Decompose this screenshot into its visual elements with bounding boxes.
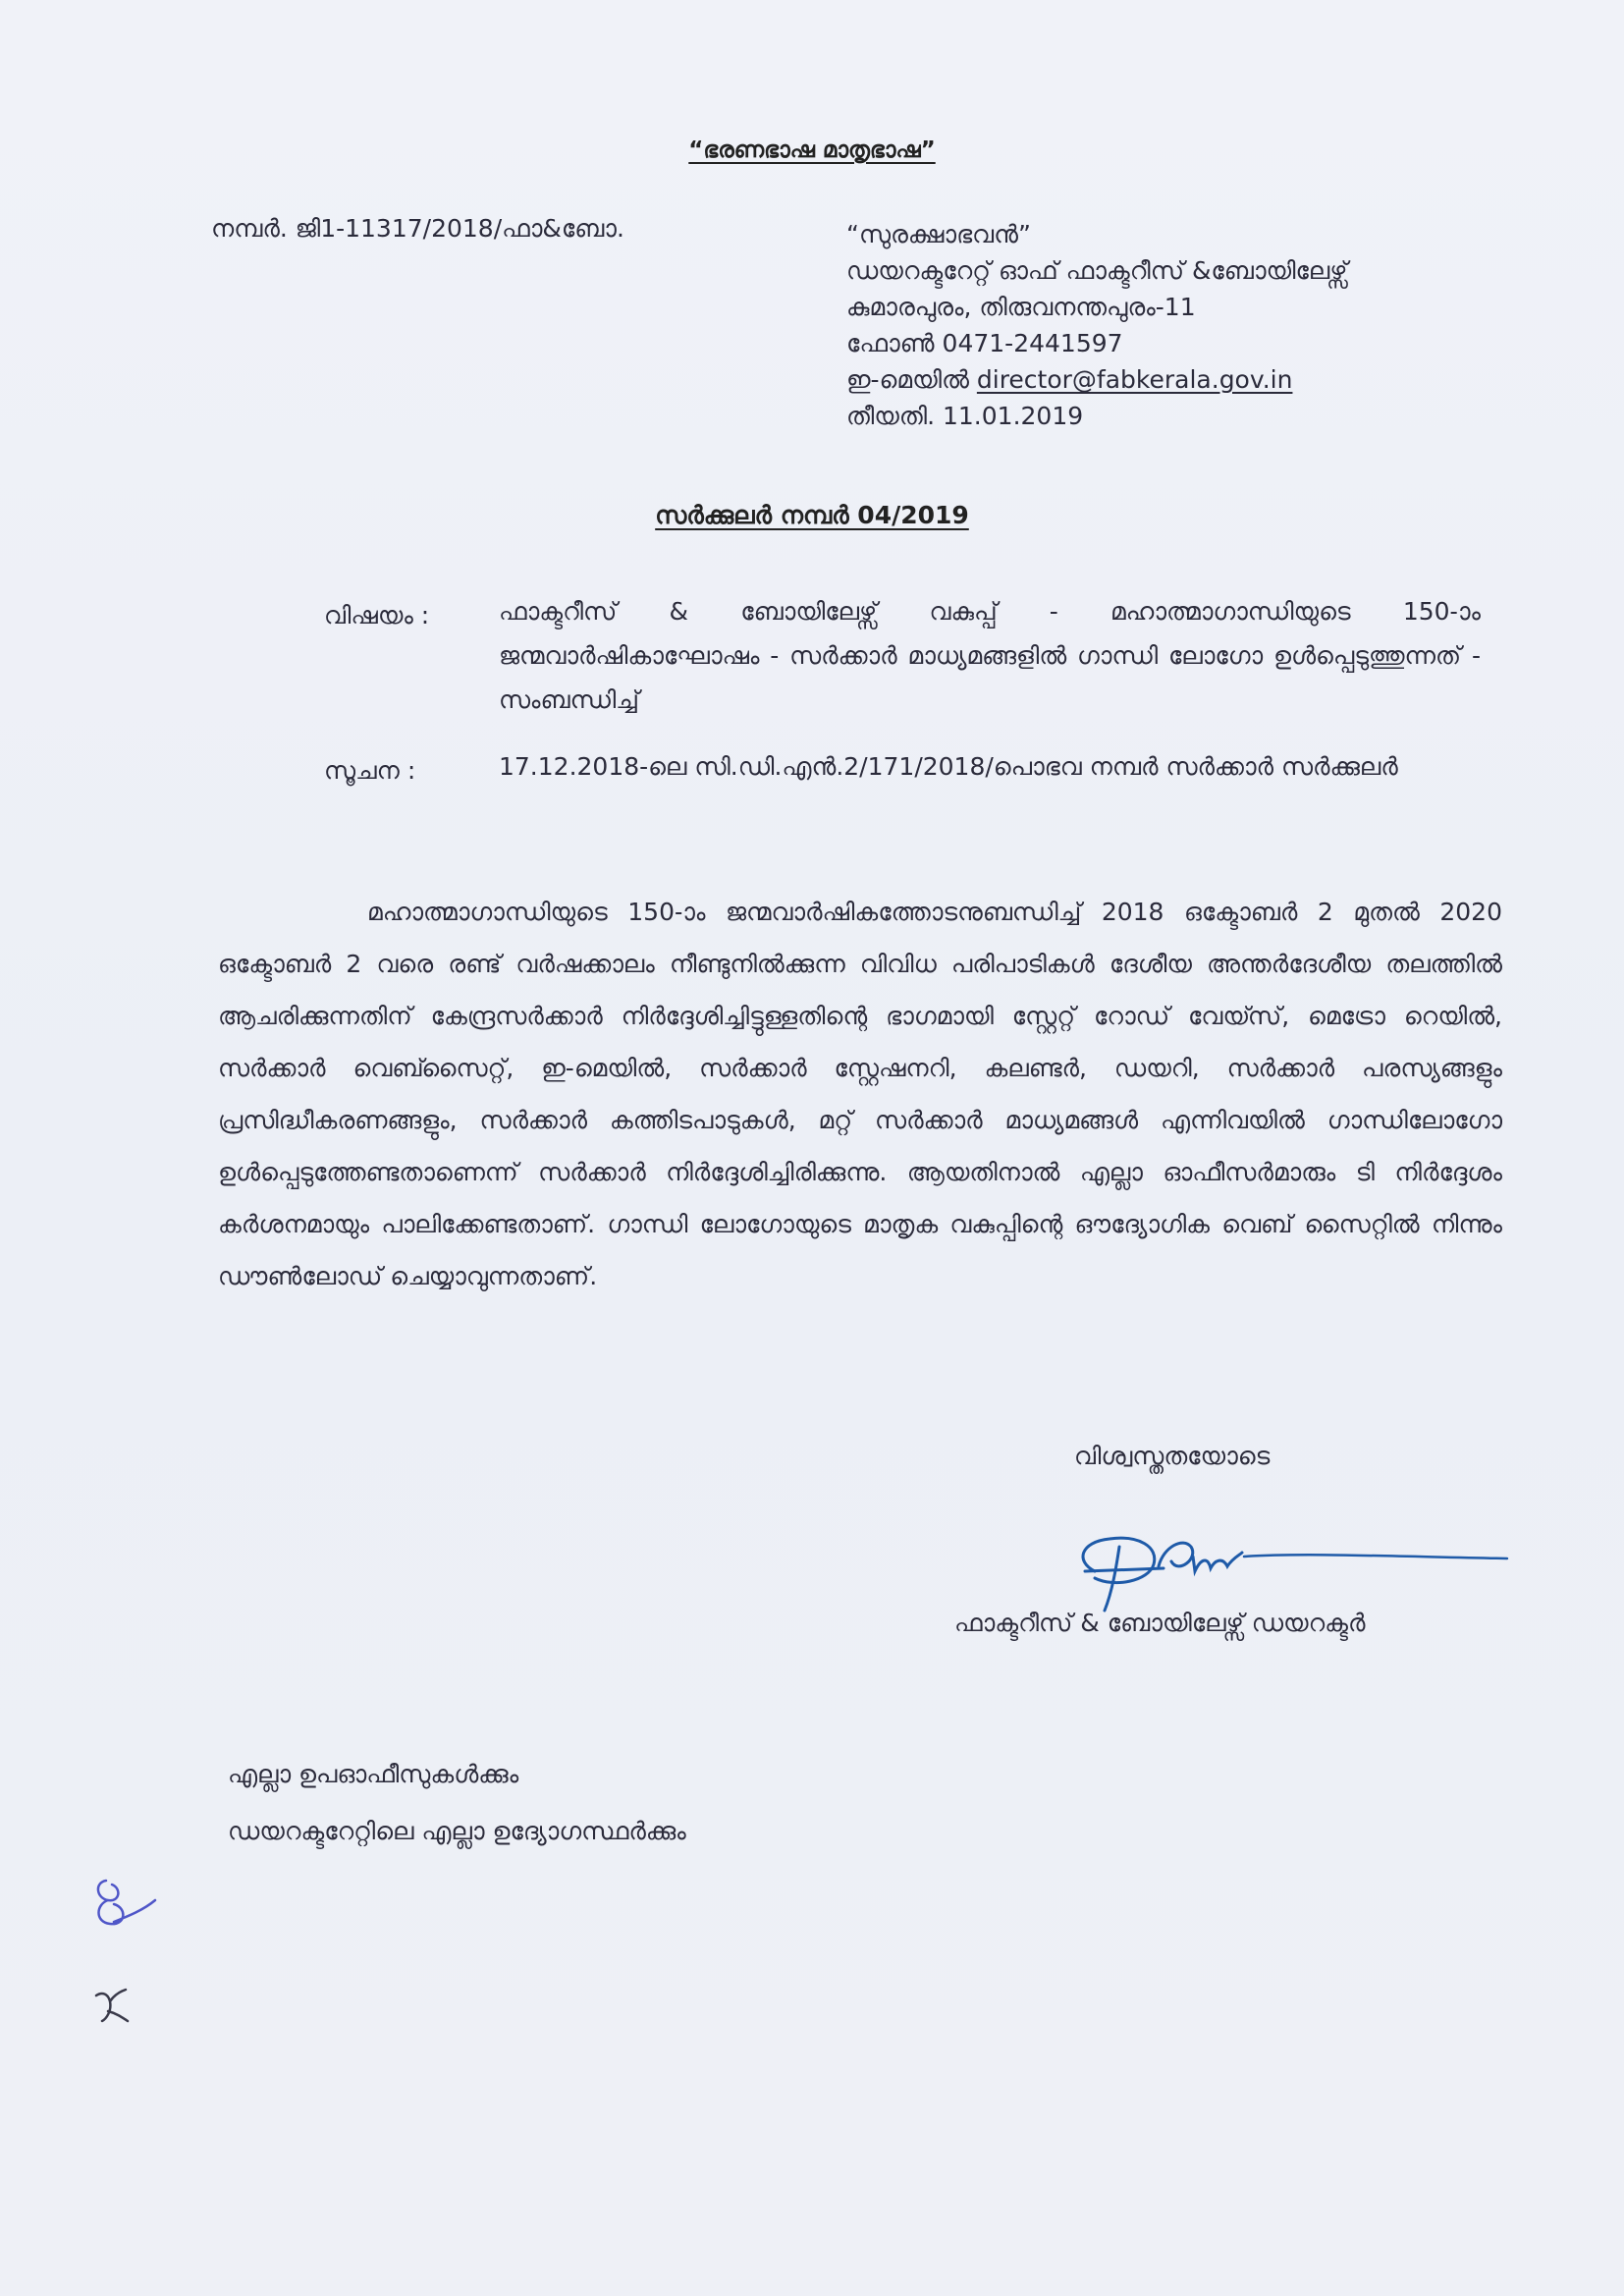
- address-office: ഡയറക്ടറേറ്റ് ഓഫ് ഫാക്ടറീസ് &ബോയിലേഴ്സ്: [846, 256, 1348, 285]
- motto-text: “ഭരണഭാഷ മാതൃഭാഷ”: [688, 137, 936, 163]
- address-email-line: [846, 361, 1534, 398]
- office-address-block: [846, 216, 1534, 434]
- reference-text: 17.12.2018-ലെ സി.ഡി.എൻ.2/171/2018/പൊഭവ നമ്പർ സർക്കാർ സർക്കുലർ: [499, 752, 1398, 781]
- body-paragraph: മഹാത്മാഗാന്ധിയുടെ 150-ാം ജന്മവാർഷികത്തോടനുബന്ധിച്ച് 2018 ഒക്ടോബർ 2 മുതൽ 2020 ഒക്ടോബർ 2 വരെ രണ്ട് വർഷക്കാലം നീണ്ടുനിൽക്കുന്ന വിവിധ പരിപാടികൾ ദേശീയ അന്തർദേശീയ തലത്തിൽ ആചരിക്കുന്നതിന് കേന്ദ്രസർക്കാർ നിർദ്ദേശിച്ചിട്ടുള്ളതിന്റെ ഭാഗമായി സ്റ്റേറ്റ് റോഡ് വേയ്സ്, മെട്രോ റെയിൽ, സർക്കാർ വെബ്സൈറ്റ്, ഇ-മെയിൽ, സർക്കാർ സ്റ്റേഷനറി, കലണ്ടർ, ഡയറി, സർക്കാർ പരസ്യങ്ങളും പ്രസിദ്ധീകരണങ്ങളും, സർക്കാർ കത്തിടപാടുകൾ, മറ്റ് സർക്കാർ മാധ്യമങ്ങൾ എന്നിവയിൽ ഗാന്ധിലോഗോ ഉൾപ്പെടുത്തേണ്ടതാണെന്ന് സർക്കാർ നിർദ്ദേശിച്ചിരിക്കുന്നു. ആയതിനാൽ എല്ലാ ഓഫീസർമാരും ടി നിർദ്ദേശം കർശനമായും പാലിക്കേണ്ടതാണ്. ഗാന്ധി ലോഗോയുടെ മാതൃക വകുപ്പിന്റെ ഔദ്യോഗിക വെബ് സൈറ്റിൽ നിന്നും ഡൗൺലോഡ് ചെയ്യാവുന്നതാണ്.: [218, 898, 1502, 1290]
- subject-label: വിഷയം :: [324, 601, 430, 629]
- address-building: “സുരക്ഷാഭവൻ”: [846, 220, 1031, 248]
- recipient-item: ഡയറക്ടറേറ്റിലെ എല്ലാ ഉദ്യോഗസ്ഥർക്കും: [228, 1817, 686, 1845]
- motto-heading: [0, 137, 1624, 163]
- handwritten-initial-mark: [84, 1871, 163, 1940]
- email-link[interactable]: director@fabkerala.gov.in: [976, 365, 1293, 394]
- address-location: കുമാരപുരം, തിരുവനന്തപുരം-11: [846, 293, 1196, 321]
- recipient-item: എല്ലാ ഉപഓഫീസുകൾക്കും: [228, 1760, 519, 1788]
- reference-label: സൂചന :: [324, 756, 416, 785]
- signatory-designation: ഫാക്ടറീസ് & ബോയിലേഴ്സ് ഡയറക്ടർ: [954, 1609, 1366, 1637]
- circular-title-text: സർക്കുലർ നമ്പർ 04/2019: [655, 501, 969, 529]
- subject-text: ഫാക്ടറീസ് & ബോയിലേഴ്സ് വകുപ്പ് - മഹാത്മാഗാന്ധിയുടെ 150-ാം ജന്മവാർഷികാഘോഷം - സർക്കാർ മാധ്യമങ്ങളിൽ ഗാന്ധി ലോഗോ ഉൾപ്പെടുത്തുന്നത് - സംബന്ധിച്ച്: [499, 597, 1481, 714]
- reference-number: നമ്പർ. ജി1-11317/2018/ഫാ&ബോ.: [211, 214, 624, 243]
- address-date: തീയതി. 11.01.2019: [846, 402, 1084, 430]
- address-phone: ഫോൺ 0471-2441597: [846, 329, 1123, 357]
- handwritten-tick-mark: [88, 1984, 137, 2028]
- closing-salutation: വിശ്വസ്തതയോടെ: [1074, 1442, 1271, 1470]
- circular-title: [0, 501, 1624, 530]
- recipients-list: [228, 1746, 686, 1860]
- email-label: ഇ-മെയിൽ: [846, 365, 977, 394]
